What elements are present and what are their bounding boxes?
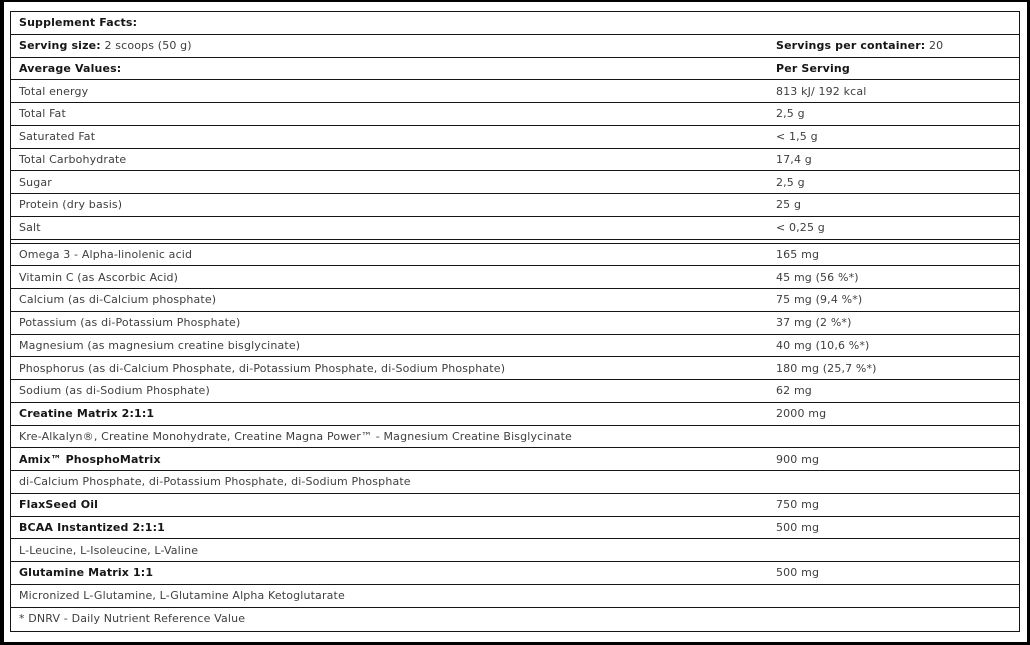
table-row	[11, 171, 1019, 194]
table-row	[11, 312, 1019, 335]
row-label: Sodium (as di-Sodium Phosphate)	[19, 384, 210, 398]
row-value: 900 mg	[776, 452, 820, 466]
row-value: 40 mg (10,6 %*)	[776, 338, 870, 352]
row-value: 750 mg	[776, 498, 820, 512]
footnote-text: * DNRV - Daily Nutrient Reference Value	[19, 612, 246, 626]
row-value: 45 mg (56 %*)	[776, 270, 859, 284]
table-row	[11, 494, 1019, 517]
table-row	[11, 380, 1019, 403]
serving-size-label: Serving size:	[19, 39, 101, 53]
table-row	[11, 357, 1019, 380]
table-row	[11, 126, 1019, 149]
table-row	[11, 335, 1019, 358]
row-label: Sugar	[19, 175, 52, 189]
row-value: 75 mg (9,4 %*)	[776, 293, 863, 307]
row-value: 62 mg	[776, 384, 812, 398]
serving-row	[11, 35, 1019, 58]
row-label: Potassium (as di-Potassium Phosphate)	[19, 316, 241, 330]
table-row	[11, 517, 1019, 540]
row-label: di-Calcium Phosphate, di-Potassium Phosphate, di-Sodium Phosphate	[19, 475, 411, 489]
row-label: Total Carbohydrate	[19, 152, 127, 166]
row-value: 813 kJ/ 192 kcal	[776, 84, 867, 98]
row-label: Glutamine Matrix 1:1	[19, 566, 154, 580]
row-value: 500 mg	[776, 566, 820, 580]
row-label: Creatine Matrix 2:1:1	[19, 407, 155, 421]
row-value: 2000 mg	[776, 407, 827, 421]
row-label: Micronized L-Glutamine, L-Glutamine Alpha Ketoglutarate	[19, 589, 345, 603]
row-value: 165 mg	[776, 247, 820, 261]
row-label: Magnesium (as magnesium creatine bisglycinate)	[19, 338, 301, 352]
footnote-row	[11, 608, 1019, 631]
row-value: 2,5 g	[776, 107, 805, 121]
row-label: Protein (dry basis)	[19, 198, 123, 212]
row-value: < 0,25 g	[776, 221, 825, 235]
column-header-row	[11, 58, 1019, 81]
row-label: Phosphorus (as di-Calcium Phosphate, di-Potassium Phosphate, di-Sodium Phosphate)	[19, 361, 506, 375]
column-header-right: Per Serving	[776, 61, 850, 75]
row-label: FlaxSeed Oil	[19, 498, 99, 512]
table-row	[11, 194, 1019, 217]
row-label: Amix™ PhosphoMatrix	[19, 452, 161, 466]
table-row	[11, 80, 1019, 103]
supplement-facts-table	[10, 11, 1020, 632]
table-row	[11, 149, 1019, 172]
row-value: 500 mg	[776, 520, 820, 534]
row-label: Calcium (as di-Calcium phosphate)	[19, 293, 217, 307]
table-row	[11, 103, 1019, 126]
row-label: L-Leucine, L-Isoleucine, L-Valine	[19, 543, 199, 557]
row-value: 17,4 g	[776, 152, 812, 166]
row-value: 37 mg (2 %*)	[776, 316, 852, 330]
table-row	[11, 403, 1019, 426]
row-label: Total energy	[19, 84, 89, 98]
title-row	[11, 12, 1019, 35]
table-row	[11, 244, 1019, 267]
table-row	[11, 266, 1019, 289]
row-label: Omega 3 - Alpha-linolenic acid	[19, 247, 193, 261]
row-value: 180 mg (25,7 %*)	[776, 361, 877, 375]
servings-per-container-value: 20	[929, 39, 944, 53]
table-row	[11, 585, 1019, 608]
row-label: Salt	[19, 221, 41, 235]
page-title: Supplement Facts:	[19, 16, 138, 30]
row-value: < 1,5 g	[776, 130, 818, 144]
servings-per-container	[776, 39, 1019, 52]
table-row	[11, 426, 1019, 449]
row-label: Kre-Alkalyn®, Creatine Monohydrate, Creatine Magna Power™ - Magnesium Creatine Bisglycinate	[19, 429, 572, 443]
table-row	[11, 562, 1019, 585]
row-value: 25 g	[776, 198, 802, 212]
row-value: 2,5 g	[776, 175, 805, 189]
servings-per-container-label: Servings per container:	[776, 39, 926, 53]
nutrient-rows	[11, 80, 1019, 607]
serving-size-value: 2 scoops (50 g)	[104, 39, 192, 53]
table-row	[11, 471, 1019, 494]
row-label: Total Fat	[19, 107, 66, 121]
row-label: Saturated Fat	[19, 130, 96, 144]
serving-size	[19, 39, 776, 52]
row-label: BCAA Instantized 2:1:1	[19, 520, 165, 534]
table-row	[11, 448, 1019, 471]
column-header-left: Average Values:	[19, 61, 122, 75]
table-row	[11, 539, 1019, 562]
table-row	[11, 289, 1019, 312]
row-label: Vitamin C (as Ascorbic Acid)	[19, 270, 179, 284]
table-row	[11, 217, 1019, 240]
